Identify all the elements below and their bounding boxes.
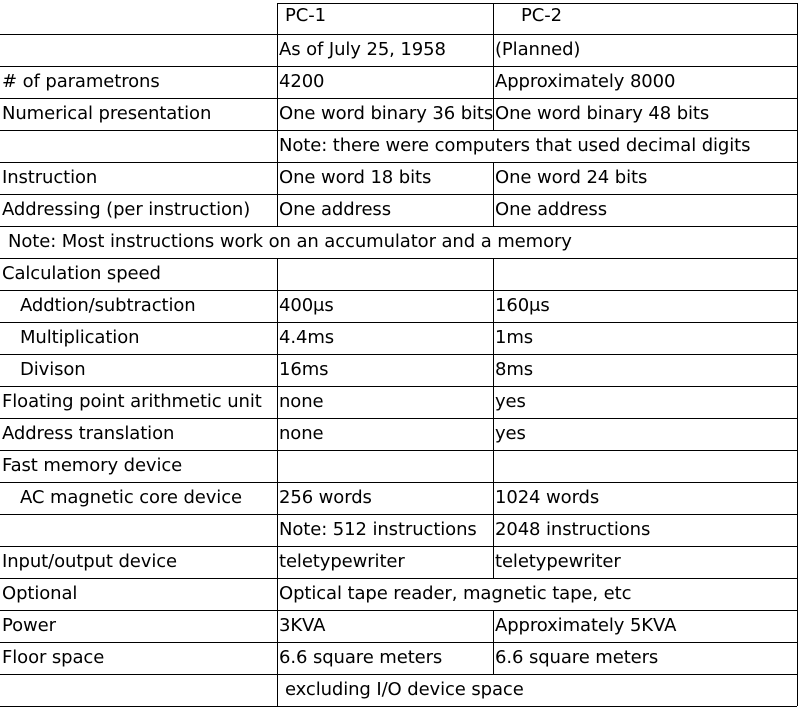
row-label-cell (0, 674, 277, 706)
grid-line (797, 418, 798, 450)
grid-line (277, 66, 278, 98)
pc1-value-cell: One address (279, 199, 391, 220)
pc1-value-cell: teletypewriter (279, 551, 405, 572)
row-label-cell (0, 0, 277, 32)
grid-line (493, 290, 494, 322)
row-label-cell: Addtion/subtraction (20, 295, 196, 316)
grid-line (493, 546, 494, 578)
pc1-value-cell (277, 450, 493, 482)
grid-line (277, 34, 278, 66)
grid-line (277, 450, 278, 482)
grid-line (0, 642, 797, 643)
pc1-value-cell: PC-1 (285, 5, 326, 26)
note-cell: Note: Most instructions work on an accumulator and a memory (8, 231, 572, 252)
row-label-cell: Addressing (per instruction) (2, 199, 251, 220)
row-label-cell: Calculation speed (2, 263, 161, 284)
grid-line (0, 418, 797, 419)
grid-line (277, 290, 278, 322)
grid-line (797, 66, 798, 98)
row-label-cell (0, 130, 277, 162)
pc2-value-cell: PC-2 (521, 5, 562, 26)
grid-line (493, 386, 494, 418)
grid-line (797, 386, 798, 418)
row-label-cell: Instruction (2, 167, 98, 188)
span-value-cell: Optical tape reader, magnetic tape, etc (279, 583, 632, 604)
grid-line (0, 578, 797, 579)
pc2-value-cell: One address (495, 199, 607, 220)
pc1-value-cell: 4.4ms (279, 327, 335, 348)
grid-line (277, 322, 278, 354)
grid-line (797, 290, 798, 322)
grid-line (493, 610, 494, 642)
pc2-value-cell (493, 258, 797, 290)
row-label-cell: Multiplication (20, 327, 140, 348)
pc2-value-cell: Approximately 8000 (495, 71, 676, 92)
grid-line (797, 482, 798, 514)
grid-line (797, 98, 798, 130)
grid-line (277, 610, 278, 642)
row-label-cell: Numerical presentation (2, 103, 212, 124)
grid-line (277, 98, 278, 130)
grid-line (493, 418, 494, 450)
grid-line (797, 194, 798, 226)
grid-line (797, 34, 798, 66)
row-label-cell: Floating point arithmetic unit (2, 391, 262, 412)
pc2-value-cell: Approximately 5KVA (495, 615, 677, 636)
pc2-value-cell: 1ms (495, 327, 534, 348)
span-value-cell: Note: there were computers that used decimal digits (279, 135, 751, 156)
grid-line (277, 130, 278, 162)
row-label-cell: Input/output device (2, 551, 177, 572)
grid-line (493, 514, 494, 546)
grid-line (0, 674, 797, 675)
grid-line (0, 66, 797, 67)
grid-line (277, 514, 278, 546)
grid-line (0, 290, 797, 291)
grid-line (797, 514, 798, 546)
grid-line (493, 34, 494, 66)
grid-line (0, 258, 797, 259)
grid-line (277, 674, 278, 706)
grid-line (797, 546, 798, 578)
pc1-value-cell: 6.6 square meters (279, 647, 443, 668)
pc1-value-cell: 16ms (279, 359, 329, 380)
grid-line (797, 258, 798, 290)
row-label-cell (0, 34, 277, 66)
pc1-value-cell: none (279, 423, 324, 444)
pc2-value-cell: yes (495, 423, 526, 444)
grid-line (493, 194, 494, 226)
pc1-value-cell: 3KVA (279, 615, 326, 636)
grid-line (0, 450, 797, 451)
pc2-value-cell: teletypewriter (495, 551, 621, 572)
grid-line (0, 546, 797, 547)
grid-line (797, 610, 798, 642)
pc2-value-cell: 1024 words (495, 487, 600, 508)
pc2-value-cell: 8ms (495, 359, 534, 380)
grid-line (493, 98, 494, 130)
pc1-value-cell: As of July 25, 1958 (279, 39, 446, 60)
grid-line (277, 162, 278, 194)
row-label-cell: Power (2, 615, 56, 636)
grid-line (277, 546, 278, 578)
grid-line (797, 642, 798, 674)
pc2-value-cell: 2048 instructions (495, 519, 651, 540)
grid-line (493, 162, 494, 194)
grid-line (0, 322, 797, 323)
grid-line (797, 130, 798, 162)
grid-line (0, 194, 797, 195)
grid-line (0, 226, 797, 227)
grid-line (797, 3, 798, 34)
grid-line (0, 706, 797, 707)
grid-line (277, 482, 278, 514)
pc2-value-cell: (Planned) (495, 39, 581, 60)
grid-line (493, 642, 494, 674)
pc1-value-cell: 400μs (279, 295, 334, 316)
grid-line (277, 3, 278, 34)
pc1-value-cell: 256 words (279, 487, 372, 508)
grid-line (0, 482, 797, 483)
grid-line (0, 162, 797, 163)
grid-line (277, 386, 278, 418)
row-label-cell: AC magnetic core device (20, 487, 242, 508)
row-label-cell: # of parametrons (2, 71, 160, 92)
grid-line (277, 578, 278, 610)
pc2-value-cell: yes (495, 391, 526, 412)
grid-line (493, 482, 494, 514)
row-label-cell: Floor space (2, 647, 105, 668)
row-label-cell: Address translation (2, 423, 175, 444)
pc2-value-cell: 6.6 square meters (495, 647, 659, 668)
grid-line (797, 322, 798, 354)
grid-line (277, 194, 278, 226)
grid-line (493, 66, 494, 98)
grid-line (277, 642, 278, 674)
pc1-value-cell: 4200 (279, 71, 325, 92)
grid-line (0, 98, 797, 99)
pc1-value-cell: One word 18 bits (279, 167, 432, 188)
row-label-cell: Optional (2, 583, 78, 604)
grid-line (277, 354, 278, 386)
grid-line (277, 258, 278, 290)
pc1-value-cell: One word binary 36 bits (279, 103, 493, 124)
grid-line (493, 258, 494, 290)
row-label-cell: Divison (20, 359, 86, 380)
grid-line (0, 130, 797, 131)
grid-line (0, 354, 797, 355)
pc2-value-cell (493, 450, 797, 482)
grid-line (0, 514, 797, 515)
grid-line (797, 162, 798, 194)
pc1-value-cell: Note: 512 instructions (279, 519, 477, 540)
grid-line (0, 610, 797, 611)
pc2-value-cell: One word binary 48 bits (495, 103, 710, 124)
grid-line (493, 354, 494, 386)
grid-line (797, 578, 798, 610)
pc2-value-cell: One word 24 bits (495, 167, 648, 188)
grid-line (0, 34, 797, 35)
grid-line (493, 450, 494, 482)
row-label-cell: Fast memory device (2, 455, 183, 476)
grid-line (797, 674, 798, 706)
pc1-value-cell (277, 258, 493, 290)
grid-line (277, 418, 278, 450)
pc1-value-cell: none (279, 391, 324, 412)
pc2-value-cell: 160μs (495, 295, 550, 316)
row-label-cell (0, 514, 277, 546)
span-value-cell: excluding I/O device space (285, 679, 524, 700)
grid-line (797, 226, 798, 258)
grid-line (797, 354, 798, 386)
grid-line (493, 322, 494, 354)
grid-line (0, 386, 797, 387)
grid-line (493, 3, 494, 34)
grid-line (797, 450, 798, 482)
grid-line (277, 3, 797, 4)
